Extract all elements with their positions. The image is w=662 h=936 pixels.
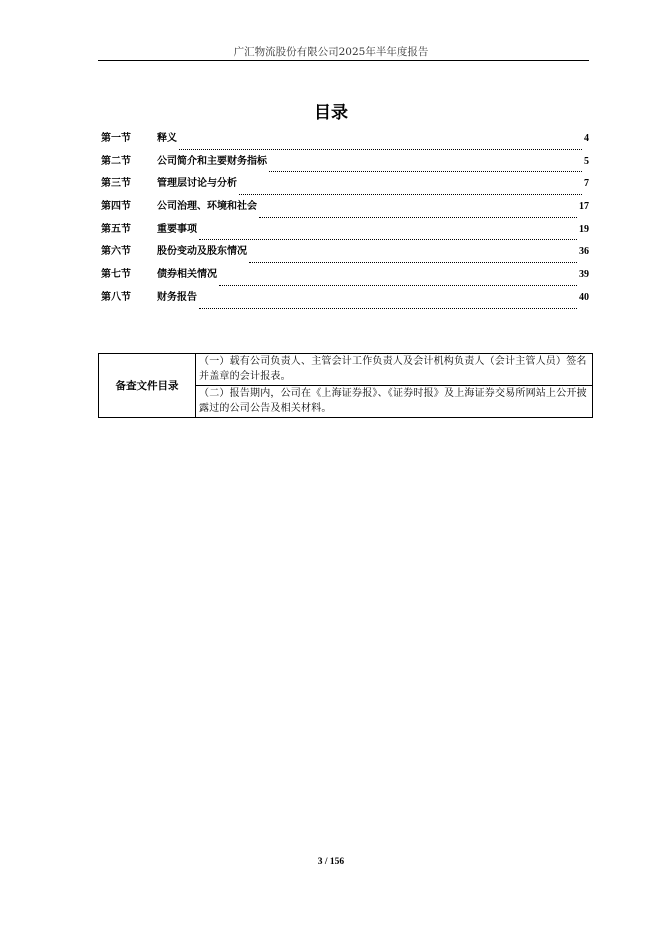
toc-section-name: 债券相关情况	[157, 269, 217, 281]
toc-section-name: 释义	[157, 133, 177, 144]
toc-leader-dots	[179, 139, 582, 150]
toc-entry[interactable]	[101, 200, 589, 223]
toc-section-number: 第二节	[101, 155, 131, 167]
toc-section-number: 第三节	[101, 178, 131, 190]
page-number-footer: 3 / 156	[317, 857, 345, 867]
toc-page-number: 39	[579, 269, 589, 281]
reference-document-item: （一）载有公司负责人、主管会计工作负责人及会计机构负责人（会计主管人员）签名并盖章的会计报表。	[196, 354, 593, 386]
toc-leader-dots	[249, 252, 577, 263]
toc-page-number: 7	[584, 178, 589, 190]
toc-leader-dots	[259, 207, 577, 218]
toc-section-name: 股份变动及股东情况	[157, 246, 247, 258]
toc-page-number: 36	[579, 246, 589, 258]
toc-page-number: 40	[579, 291, 589, 303]
header-divider	[98, 60, 589, 61]
toc-page-number: 19	[579, 223, 589, 235]
reference-documents-table	[98, 353, 593, 418]
toc-section-name: 公司简介和主要财务指标	[157, 155, 267, 167]
toc-section-name: 重要事项	[157, 223, 197, 235]
toc-section-number: 第一节	[101, 133, 131, 144]
toc-entry[interactable]	[101, 155, 589, 178]
toc-section-name: 财务报告	[157, 291, 197, 303]
running-header: 广汇物流股份有限公司2025年半年度报告	[233, 46, 429, 58]
toc-leader-dots	[199, 298, 577, 309]
toc-leader-dots	[219, 275, 577, 286]
toc-entry[interactable]	[101, 223, 589, 246]
toc-entry[interactable]	[101, 245, 589, 268]
toc-leader-dots	[269, 161, 582, 172]
table-of-contents	[101, 132, 589, 314]
toc-entry[interactable]	[101, 177, 589, 200]
toc-page-number: 4	[584, 133, 589, 144]
toc-section-number: 第六节	[101, 246, 131, 258]
toc-entry[interactable]	[101, 132, 589, 155]
toc-section-number: 第四节	[101, 201, 131, 213]
reference-document-item: （二）报告期内，公司在《上海证券报》、《证券时报》及上海证券交易所网站上公开披露过的公司公告及相关材料。	[196, 386, 593, 418]
toc-section-name: 公司治理、环境和社会	[157, 201, 257, 213]
toc-page-number: 17	[579, 201, 589, 213]
toc-section-name: 管理层讨论与分析	[157, 178, 237, 190]
toc-entry[interactable]	[101, 291, 589, 314]
toc-section-number: 第八节	[101, 291, 131, 303]
toc-leader-dots	[239, 184, 582, 195]
toc-section-number: 第七节	[101, 269, 131, 281]
toc-page-number: 5	[584, 155, 589, 167]
toc-title: 目录	[314, 103, 348, 123]
toc-entry[interactable]	[101, 268, 589, 291]
toc-section-number: 第五节	[101, 223, 131, 235]
reference-documents-label: 备查文件目录	[99, 354, 196, 418]
toc-leader-dots	[199, 229, 577, 240]
